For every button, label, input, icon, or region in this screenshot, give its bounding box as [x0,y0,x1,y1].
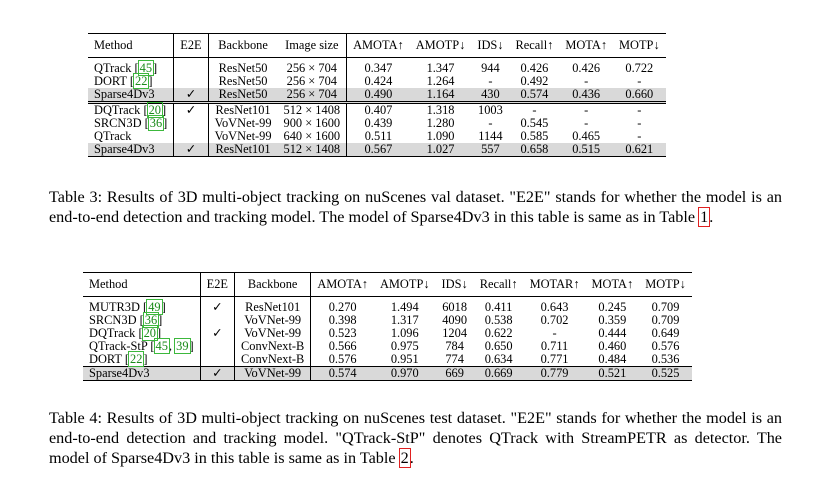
recall-cell: 0.411 [484,300,513,314]
amota-cell: 0.511 [364,129,393,143]
backbone-cell: ResNet101 [208,103,277,118]
column-header: Recall↑ [474,273,524,297]
ids-cell: - [488,74,493,88]
table-4-caption [49,408,782,468]
column-header: E2E [174,34,208,58]
ids-cell: 669 [436,367,474,381]
table-3 [88,33,666,157]
recall-cell: 0.574 [509,88,559,103]
method-cell: QTrack [45] [88,58,174,76]
motp-cell: 0.621 [613,143,666,157]
backbone-cell: ResNet101 [208,143,277,157]
method-name: DQTrack [94,103,141,117]
column-header: Method [88,34,174,58]
column-header: AMOTA↑ [311,273,374,297]
e2e-cell: ✓ [200,367,234,381]
amota-cell: 0.347 [364,61,393,75]
column-header: AMOTP↓ [410,34,472,58]
table-4-caption-end: . [409,449,414,467]
method-cell [88,143,174,157]
motp-cell: 0.709 [651,300,680,314]
size-cell: 256 × 704 [278,58,347,76]
e2e-cell [200,340,234,353]
motar-cell: 0.643 [540,300,569,314]
backbone-cell: ResNet50 [218,61,268,75]
ids-cell: 944 [481,61,500,75]
amotp-cell: 1.494 [390,300,419,314]
backbone-cell: VoVNet-99 [214,116,272,130]
e2e-cell: ✓ [174,88,208,103]
method-name: SRCN3D [94,116,142,130]
backbone-cell: VoVNet-99 [235,327,311,340]
ids-cell: 784 [445,339,464,353]
ids-cell: 1003 [471,103,509,118]
motp-cell: 0.536 [651,352,680,366]
mota-cell: 0.359 [598,313,627,327]
mota-cell: 0.521 [586,367,640,381]
method-cell [88,88,174,103]
column-header: AMOTP↓ [374,273,436,297]
mota-cell: - [584,74,589,88]
amotp-cell: 1.096 [390,326,419,340]
method-cell: DORT [22] [83,353,200,367]
column-header: MOTA↑ [586,273,640,297]
citation-link[interactable]: 36 [144,313,158,327]
motp-cell: 0.576 [651,339,680,353]
amota-cell: 0.574 [311,367,374,381]
method-cell: DQTrack [20] [83,327,200,340]
method-name: MUTR3D [89,300,140,314]
mota-cell: 0.515 [559,143,613,157]
backbone-cell: ResNet50 [208,88,277,103]
method-name: DQTrack [89,326,136,340]
citation-link[interactable]: 20 [143,326,156,340]
amota-cell: 0.576 [328,352,357,366]
citation-link[interactable]: 39 [176,339,189,353]
citation-link[interactable]: 20 [148,103,161,117]
table-3-caption-end: . [709,208,714,226]
method-cell: QTrack-StP [45, 39] [83,340,200,353]
backbone-cell: ConvNext-B [235,353,311,367]
table-3-caption [49,187,782,227]
motp-cell: - [637,116,642,130]
backbone-cell: VoVNet-99 [214,129,272,143]
ids-cell: 774 [445,352,464,366]
amotp-cell: 1.317 [390,313,419,327]
amota-cell: 0.567 [347,143,410,157]
motp-cell: 0.649 [651,326,680,340]
ids-cell: - [488,116,493,130]
recall-cell: 0.650 [484,339,513,353]
motp-cell: 0.709 [651,313,680,327]
recall-cell: 0.492 [520,74,549,88]
recall-cell: 0.538 [484,313,513,327]
mota-cell: 0.444 [598,326,627,340]
e2e-cell [174,58,208,76]
method-name: QTrack [94,129,132,143]
mota-cell: - [584,116,589,130]
amota-cell: 0.439 [364,116,393,130]
column-header: Backbone [208,34,277,58]
method-cell: DORT [22] [88,75,174,88]
e2e-cell: ✓ [200,327,234,340]
method-name: QTrack [94,61,132,75]
amotp-cell: 0.970 [374,367,436,381]
method-name: Sparse4Dv3 [94,142,155,156]
citation-link[interactable]: 22 [135,74,148,88]
motp-cell: 0.722 [625,61,654,75]
backbone-cell: VoVNet-99 [235,367,311,381]
method-name: DORT [89,352,122,366]
citation-link[interactable]: 36 [149,116,163,130]
backbone-cell: ResNet50 [218,74,268,88]
recall-cell: - [509,103,559,118]
citation-link[interactable]: 49 [148,300,161,314]
column-header: MOTP↓ [639,273,692,297]
motar-cell: 0.702 [540,313,569,327]
table-2-link[interactable]: 2 [400,449,409,467]
size-cell: 512 × 1408 [278,143,347,157]
method-name: Sparse4Dv3 [94,87,155,101]
backbone-cell: ResNet101 [235,297,311,315]
table-1-link[interactable]: 1 [700,208,709,226]
table-row [88,143,666,157]
motp-cell: 0.660 [613,88,666,103]
table-4-caption-text: Table 4: Results of 3D multi-object tracking on nuScenes test dataset. "E2E" stands for whether the model is an end-to-end detection and tracking model. "QTrack-StP" denotes QTrack with StreamPETR as detector. The model of Sparse4Dv3 in this table is same as in Table [49,409,782,467]
amotp-cell: 0.975 [390,339,419,353]
amotp-cell: 1.347 [426,61,455,75]
recall-cell: 0.585 [520,129,549,143]
mota-cell: - [559,103,613,118]
amota-cell: 0.270 [328,300,357,314]
mota-cell: 0.436 [559,88,613,103]
backbone-cell: VoVNet-99 [235,314,311,327]
amotp-cell: 1.090 [426,129,455,143]
citation-link[interactable]: 45 [155,339,168,353]
table-3-caption-text: Table 3: Results of 3D multi-object tracking on nuScenes val dataset. "E2E" stands for whether the model is an end-to-end detection and tracking model. The model of Sparse4Dv3 in this table is same as in Table [49,188,782,226]
table-4-container [83,272,692,381]
column-header: Image size [278,34,347,58]
column-header: AMOTA↑ [347,34,410,58]
e2e-cell: ✓ [200,297,234,315]
size-cell: 256 × 704 [278,88,347,103]
table-row [88,58,666,76]
table-4 [83,272,692,381]
table-row [83,353,692,367]
motp-cell: - [613,103,666,118]
amota-cell: 0.407 [347,103,410,118]
amotp-cell: 1.164 [410,88,472,103]
size-cell: 256 × 704 [278,75,347,88]
mota-cell: 0.484 [598,352,627,366]
e2e-cell [200,353,234,367]
amotp-cell: 1.264 [426,74,455,88]
citation-link[interactable]: 45 [139,61,153,75]
e2e-cell [174,117,208,130]
recall-cell: 0.669 [474,367,524,381]
method-name: DORT [94,74,127,88]
motp-cell: 0.525 [639,367,692,381]
motar-cell: - [552,326,557,340]
column-header: IDS↓ [436,273,474,297]
recall-cell: 0.634 [484,352,513,366]
column-header: MOTP↓ [613,34,666,58]
amota-cell: 0.490 [347,88,410,103]
motp-cell: - [637,74,642,88]
table-row [88,103,666,118]
amotp-cell: 1.280 [426,116,455,130]
column-header: MOTA↑ [559,34,613,58]
e2e-cell: ✓ [174,143,208,157]
amota-cell: 0.523 [328,326,357,340]
method-name: Sparse4Dv3 [89,366,150,380]
backbone-cell: ConvNext-B [235,340,311,353]
method-name: QTrack-StP [89,339,148,353]
method-cell: SRCN3D [36] [88,117,174,130]
method-cell: SRCN3D [36] [83,314,200,327]
amota-cell: 0.424 [364,74,393,88]
recall-cell: 0.658 [509,143,559,157]
size-cell: 512 × 1408 [278,103,347,118]
table-row [83,297,692,315]
ids-cell: 4090 [442,313,468,327]
size-cell: 900 × 1600 [278,117,347,130]
motar-cell: 0.771 [540,352,569,366]
motp-cell: - [637,129,642,143]
recall-cell: 0.545 [520,116,549,130]
mota-cell: 0.465 [572,129,601,143]
recall-cell: 0.426 [520,61,549,75]
column-header: Backbone [235,273,311,297]
ids-cell: 557 [471,143,509,157]
mota-cell: 0.460 [598,339,627,353]
amotp-cell: 1.027 [410,143,472,157]
amotp-cell: 0.951 [390,352,419,366]
column-header: Method [83,273,200,297]
method-cell: MUTR3D [49] [83,297,200,315]
method-name: SRCN3D [89,313,137,327]
e2e-cell: ✓ [174,103,208,118]
method-cell [83,367,200,381]
ids-cell: 430 [471,88,509,103]
table-3-container [88,33,666,157]
mota-cell: 0.426 [572,61,601,75]
ids-cell: 1204 [442,326,468,340]
size-cell: 640 × 1600 [278,130,347,143]
citation-link[interactable]: 22 [130,352,143,366]
motar-cell: 0.711 [540,339,569,353]
ids-cell: 6018 [442,300,468,314]
method-cell: DQTrack [20] [88,103,174,118]
motar-cell: 0.779 [524,367,586,381]
amota-cell: 0.566 [328,339,357,353]
column-header: MOTAR↑ [524,273,586,297]
column-header: E2E [200,273,234,297]
table-row [83,367,692,381]
amota-cell: 0.398 [328,313,357,327]
column-header: Recall↑ [509,34,559,58]
amotp-cell: 1.318 [410,103,472,118]
column-header: IDS↓ [471,34,509,58]
recall-cell: 0.622 [484,326,513,340]
mota-cell: 0.245 [598,300,627,314]
table-row [88,88,666,103]
ids-cell: 1144 [478,129,503,143]
